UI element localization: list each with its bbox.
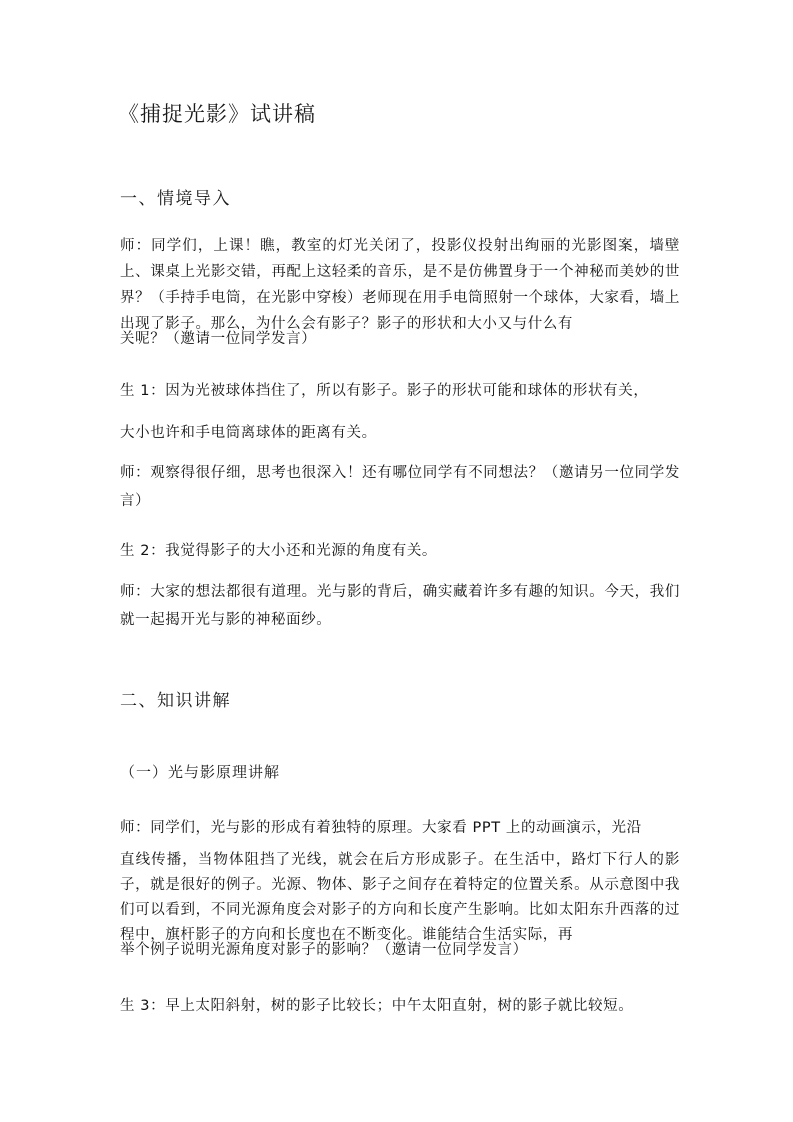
paragraph-teacher-principle-cont: 直线传播，当物体阻挡了光线，就会在后方形成影子。在生活中，路灯下行人的影子，就是很好的例子。光源、物体、影子之间存在着特定的位置关系。从示意图中我们可以看到，不同光源角度会对影子的方向和长度产生影响。比如太阳东升西落的过程中，旗杆影子的方向和长度也在不断变化。谁能结合生活实际，再 [120, 852, 680, 943]
section-heading-knowledge: 二、知识讲解 [120, 691, 231, 711]
paragraph-teacher-principle: 师：同学们，光与影的形成有着独特的原理。大家看 PPT 上的动画演示，光沿 [120, 820, 642, 836]
subsection-heading-light-shadow: （一）光与影原理讲解 [120, 763, 281, 781]
paragraph-student-3: 生 3：早上太阳斜射，树的影子比较长；中午太阳直射，树的影子就比较短。 [120, 998, 634, 1014]
paragraph-teacher-intro-end: 关呢？（邀请一位同学发言） [120, 331, 317, 347]
paragraph-teacher-intro: 师：同学们，上课！瞧，教室的灯光关闭了，投影仪投射出绚丽的光影图案，墙壁上、课桌上光影交错，再配上这轻柔的音乐，是不是仿佛置身于一个神秘而美妙的世界？（手持手电筒，在光影中穿梭）老师现在用手电筒照射一个球体，大家看，墙上出现了影子。那么，为什么会有影子？影子的形状和大小又与什么有 [120, 238, 680, 332]
paragraph-teacher-summary: 师：大家的想法都很有道理。光与影的背后，确实藏着许多有趣的知识。今天，我们就一起揭开光与影的神秘面纱。 [120, 584, 680, 628]
paragraph-student-1-cont: 大小也许和手电筒离球体的距离有关。 [120, 425, 377, 441]
paragraph-student-2: 生 2：我觉得影子的大小还和光源的角度有关。 [120, 543, 438, 559]
paragraph-teacher-praise: 师：观察得很仔细，思考也很深入！还有哪位同学有不同想法？（邀请另一位同学发言） [120, 465, 680, 509]
paragraph-teacher-question: 举个例子说明光源角度对影子的影响？（邀请一位同学发言） [120, 942, 528, 958]
section-heading-intro: 一、情境导入 [120, 189, 231, 209]
document-title: 《捕捉光影》试讲稿 [118, 102, 316, 126]
paragraph-student-1: 生 1：因为光被球体挡住了，所以有影子。影子的形状可能和球体的形状有关， [120, 383, 649, 399]
